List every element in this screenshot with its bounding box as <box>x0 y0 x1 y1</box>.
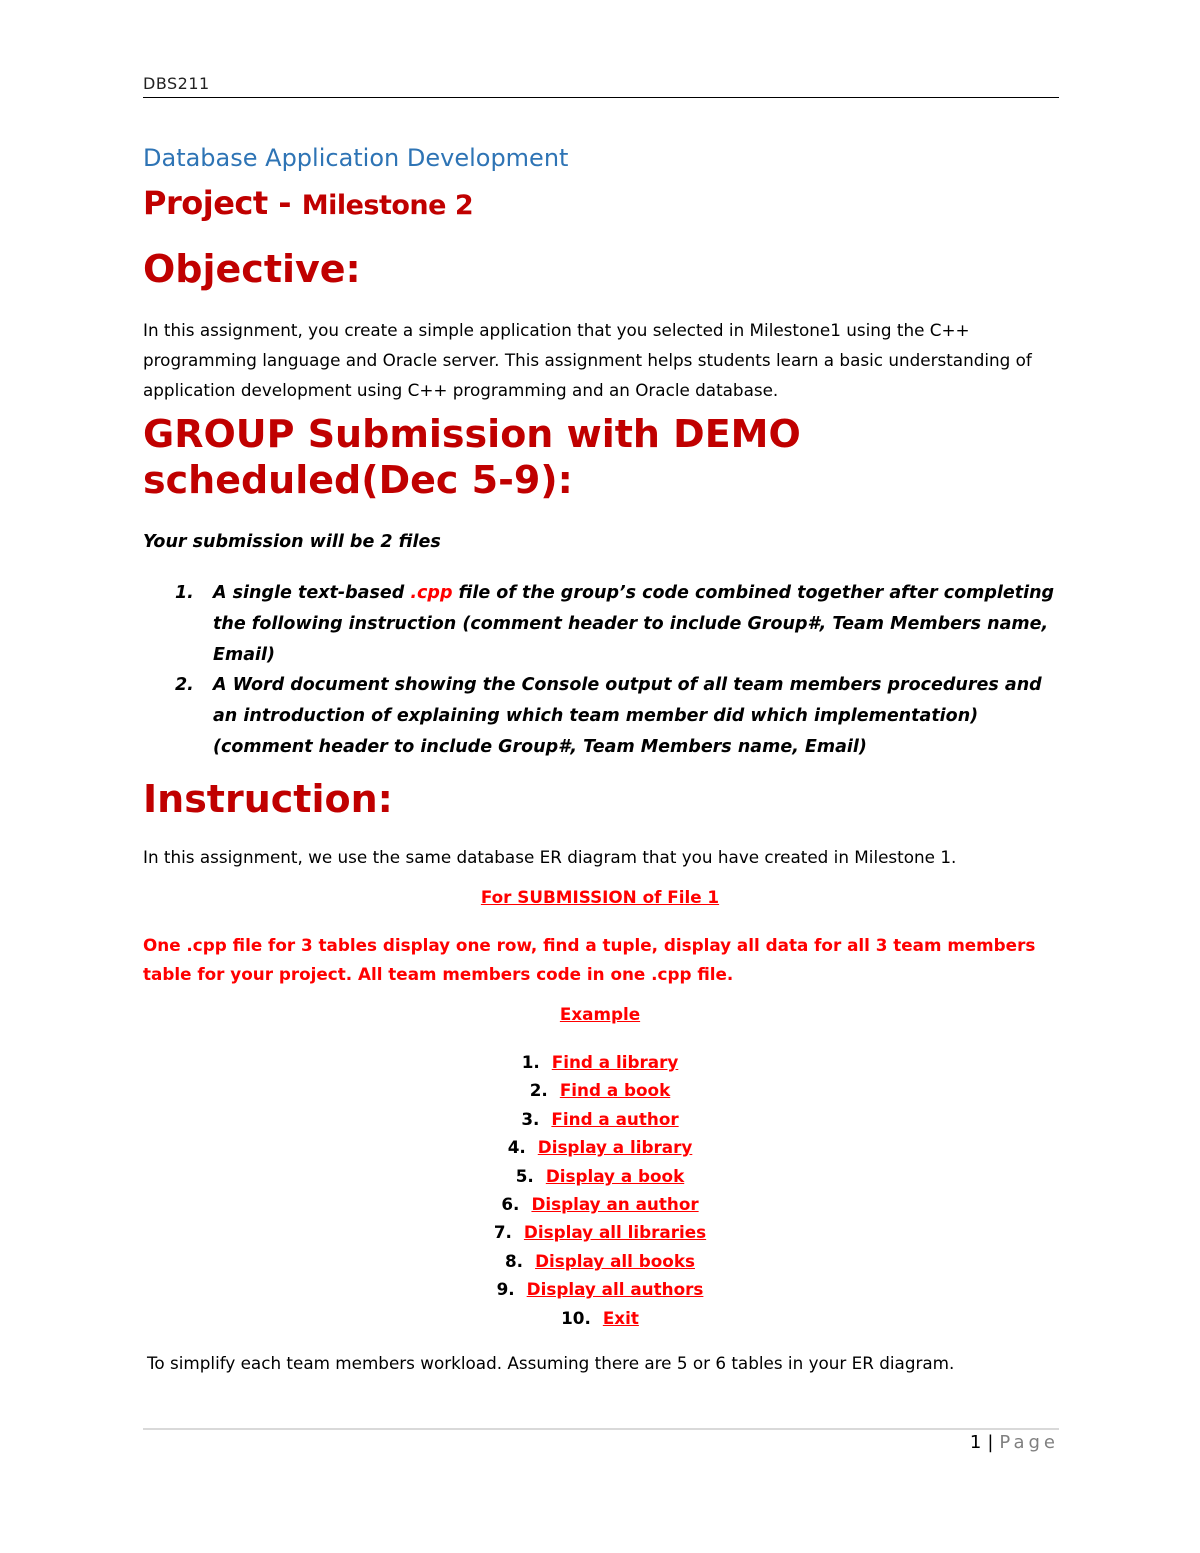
example-link-find-library[interactable]: Find a library <box>551 1052 679 1072</box>
example-list-item <box>0 1304 1200 1332</box>
objective-paragraph: In this assignment, you create a simple application that you selected in Milestone1 using the C++ programming language and Oracle server. This assignment helps students learn a basic understanding of application development using C++ programming and an Oracle database. <box>143 320 1032 400</box>
page-number: 1 <box>969 1432 982 1453</box>
example-heading: Example <box>559 1004 641 1024</box>
header-divider <box>143 97 1059 98</box>
example-number: 2. <box>529 1080 548 1100</box>
submission-item-text: A Word document showing the Console output of all team members procedures and an introduction of explaining which team member did which implementation) (comment header to include Group#, Team Members name, Email) <box>213 675 1042 757</box>
instruction-heading: Instruction: <box>143 777 393 821</box>
group-heading-line-1: GROUP Submission with DEMO <box>143 412 801 456</box>
cpp-highlight: .cpp <box>410 583 453 603</box>
example-number: 7. <box>493 1222 512 1242</box>
document-title <box>143 184 473 222</box>
example-list-item <box>0 1190 1200 1218</box>
title-main: Project - <box>143 184 292 222</box>
page-label: Page <box>999 1432 1059 1453</box>
example-number: 10. <box>561 1308 591 1328</box>
title-milestone: Milestone 2 <box>301 190 474 221</box>
example-list-item <box>0 1076 1200 1104</box>
example-number: 5. <box>515 1166 534 1186</box>
example-list-item <box>0 1218 1200 1246</box>
example-link-display-author[interactable]: Display an author <box>531 1194 699 1214</box>
running-header: DBS211 <box>143 74 210 93</box>
example-list-item <box>0 1133 1200 1161</box>
example-number: 8. <box>505 1251 524 1271</box>
example-list-item <box>0 1162 1200 1190</box>
submission-item <box>143 578 1063 671</box>
example-link-display-all-books[interactable]: Display all books <box>535 1251 695 1271</box>
group-submission-heading <box>143 411 801 503</box>
submission-intro: Your submission will be 2 files <box>143 532 441 552</box>
submission-item-number: 1. <box>175 583 194 603</box>
example-list-item <box>0 1247 1200 1275</box>
objective-heading: Objective: <box>143 247 361 291</box>
file1-description: One .cpp file for 3 tables display one row, find a tuple, display all data for all 3 team members table for your project. All team members code in one .cpp file. <box>143 935 1036 984</box>
footer-divider <box>143 1428 1059 1430</box>
example-link-find-author[interactable]: Find a author <box>551 1109 679 1129</box>
example-link-display-book[interactable]: Display a book <box>545 1166 685 1186</box>
example-link-display-library[interactable]: Display a library <box>537 1137 693 1157</box>
group-heading-line-2: scheduled(Dec 5-9): <box>143 458 573 502</box>
example-number: 6. <box>501 1194 520 1214</box>
example-link-display-all-libraries[interactable]: Display all libraries <box>523 1222 707 1242</box>
example-number: 3. <box>521 1109 540 1129</box>
file1-heading: For SUBMISSION of File 1 <box>480 887 720 907</box>
example-list-item <box>0 1275 1200 1303</box>
example-link-display-all-authors[interactable]: Display all authors <box>526 1279 704 1299</box>
instruction-paragraph: In this assignment, we use the same database ER diagram that you have created in Milestone 1. <box>143 847 957 867</box>
example-list-item <box>0 1105 1200 1133</box>
submission-item-text: A single text-based .cpp file of the group’s code combined together after completing the following instruction (comment header to include Group#, Team Members name, Email) <box>213 583 1055 665</box>
example-number: 9. <box>496 1279 515 1299</box>
example-number: 4. <box>507 1137 526 1157</box>
submission-item-number: 2. <box>175 675 194 695</box>
example-link-exit[interactable]: Exit <box>602 1308 639 1328</box>
example-number: 1. <box>521 1052 540 1072</box>
example-link-find-book[interactable]: Find a book <box>559 1080 671 1100</box>
closing-paragraph: To simplify each team members workload. Assuming there are 5 or 6 tables in your ER diagram. <box>147 1353 955 1373</box>
footer-separator: | <box>987 1432 994 1453</box>
page-footer <box>970 1432 1059 1453</box>
example-list-item <box>0 1048 1200 1076</box>
document-subtitle: Database Application Development <box>143 144 569 172</box>
submission-item <box>143 670 1063 763</box>
